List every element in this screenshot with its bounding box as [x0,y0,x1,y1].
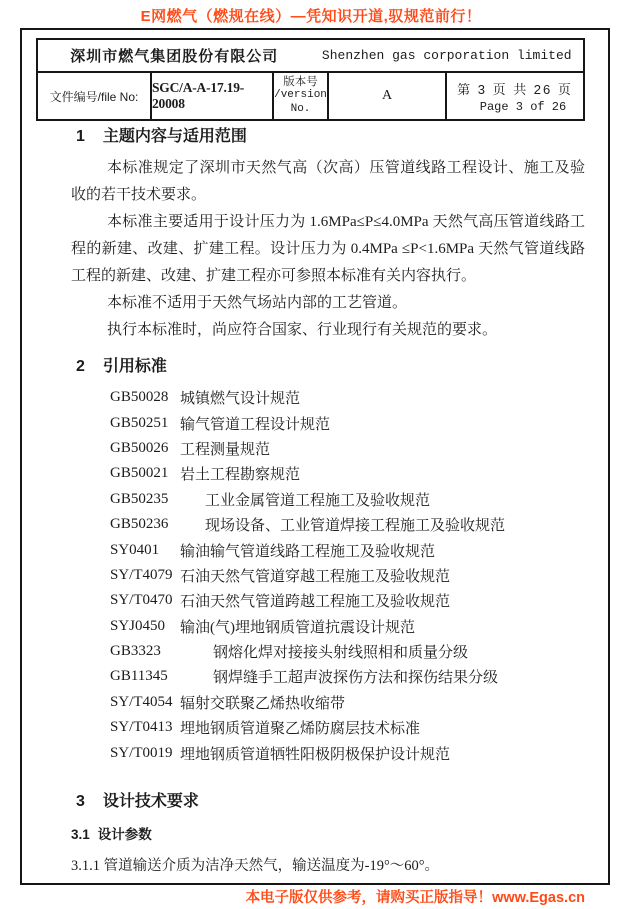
header-meta-row [38,73,583,119]
version-label-en2: No. [290,102,311,115]
page-number-cell [447,73,583,119]
reference-code: GB50026 [110,439,169,456]
reference-title: 输气管道工程设计规范 [180,416,331,433]
reference-list [110,385,585,766]
reference-code: GB50021 [110,465,169,482]
file-no-value: SGC/A-A-17.19-20008 [152,73,274,119]
reference-title: 钢熔化焊对接接头射线照相和质量分级 [213,645,469,662]
bottom-promo-banner [246,886,585,907]
bottom-promo-text: 本电子版仅供参考，请购买正版指导！ [245,890,493,906]
reference-title: 石油天然气管道跨越工程施工及验收规范 [180,594,451,611]
reference-code: SY0401 [110,541,160,558]
reference-item [110,487,585,512]
reference-item [110,512,585,537]
reference-item [110,639,585,664]
section-3-1-number: 3.1 [71,826,90,842]
reference-item [110,664,585,689]
reference-title: 埋地钢质管道聚乙烯防腐层技术标准 [180,721,421,738]
page-number-cn: 第 3 页 共 26 页 [457,81,573,97]
reference-code: GB50235 [110,490,169,507]
page-number-en: Page 3 of 26 [479,99,567,114]
version-label-cn: 版本号 [283,75,318,88]
reference-title: 输油(气)埋地钢质管道抗震设计规范 [180,619,415,636]
reference-item [110,563,585,588]
reference-item [110,715,585,740]
section-3-1-title: 设计参数 [97,826,152,842]
reference-title: 现场设备、工业管道焊接工程施工及验收规范 [205,518,506,535]
reference-title: 辐射交联聚乙烯热收缩带 [180,695,346,712]
paragraph: 本标准主要适用于设计压力为 1.6MPa≤P≤4.0MPa 天然气高压管道线路工程的新建、改建、扩建工程。设计压力为 0.4MPa ≤P<1.6MPa 天然气管道线路工程的新建、改建、扩建工程亦可参照本标准有关内容执行。 [71,214,585,284]
reference-code: SYJ0450 [110,617,166,634]
reference-title: 工程测量规范 [180,441,271,458]
reference-item [110,461,585,486]
reference-item [110,588,585,613]
reference-title: 输油输气管道线路工程施工及验收规范 [180,543,436,560]
reference-title: 钢焊缝手工超声波探伤方法和探伤结果分级 [213,670,499,687]
reference-code: SY/T0019 [110,744,173,761]
reference-item [110,614,585,639]
header-company-row [38,40,583,73]
reference-code: GB50028 [110,389,169,406]
reference-item [110,537,585,562]
reference-code: SY/T4079 [110,566,173,583]
reference-code: GB3323 [110,643,161,660]
company-name-en: Shenzhen gas corporation limited [321,48,572,63]
paragraph: 本标准不适用于天然气场站内部的工艺管道。 [107,295,408,311]
reference-title: 岩土工程勘察规范 [180,467,301,484]
paragraph: 本标准规定了深圳市天然气高（次高）压管道线路工程设计、施工及验收的若干技术要求。 [71,160,585,203]
version-label-en1: /version [274,89,327,102]
section-1-title: 主题内容与适用范围 [102,128,247,145]
file-no-label: 文件编号/file No: [38,73,152,119]
reference-item [110,740,585,765]
section-3-number: 3 [76,792,85,810]
reference-title: 石油天然气管道穿越工程施工及验收规范 [180,568,451,585]
reference-code: SY/T4054 [110,693,173,710]
reference-title: 城镇燃气设计规范 [180,391,301,408]
section-3-heading [76,791,585,813]
section-2-heading [76,356,585,378]
reference-item [110,690,585,715]
document-body [71,126,585,877]
reference-item [110,410,585,435]
reference-item [110,436,585,461]
top-promo-banner: E网燃气（燃规在线）—凭知识开道,驭规范前行！ [140,8,482,25]
egas-link[interactable]: www.Egas.cn [492,890,585,906]
section-1-number: 1 [76,128,85,145]
paragraph: 执行本标准时，尚应符合国家、行业现行有关规范的要求。 [107,322,498,338]
reference-code: GB50236 [110,516,169,533]
reference-code: SY/T0413 [110,719,173,736]
reference-code: SY/T0470 [110,592,173,609]
reference-item [110,385,585,410]
document-header-table [36,38,585,121]
reference-code: GB11345 [110,668,168,685]
version-value: A [329,73,447,119]
section-3-title: 设计技术要求 [102,792,199,810]
section-1-heading [76,126,585,148]
section-2-title: 引用标准 [102,358,167,375]
version-label [274,73,329,119]
reference-title: 工业金属管道工程施工及验收规范 [205,492,431,509]
reference-code: GB50251 [110,414,169,431]
section-2-number: 2 [76,358,85,375]
clause-3-1-1: 3.1.1 管道输送介质为洁净天然气，输送温度为-19°～60°。 [71,857,440,874]
reference-title: 埋地钢质管道牺牲阳极阴极保护设计规范 [180,746,451,763]
company-name-cn: 深圳市燃气集团股份有限公司 [70,48,279,65]
section-3-1-heading [71,825,585,845]
